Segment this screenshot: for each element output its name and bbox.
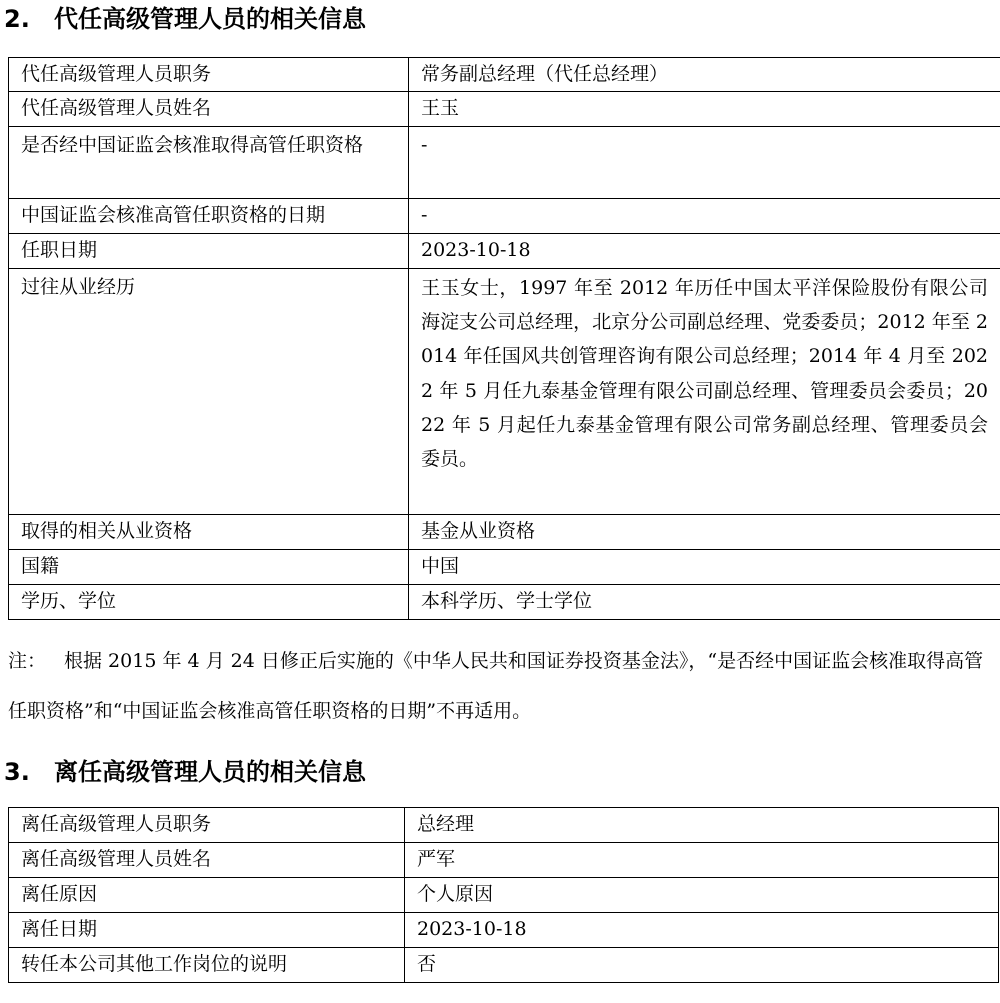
row-label: 中国证监会核准高管任职资格的日期 (9, 199, 409, 234)
table-row (9, 878, 999, 913)
table-row (9, 515, 1000, 550)
row-label: 转任本公司其他工作岗位的说明 (9, 948, 405, 983)
row-value: 中国 (409, 550, 1000, 585)
table-row (9, 234, 1000, 269)
row-value: 2023-10-18 (409, 234, 1000, 269)
section-3-title: 离任高级管理人员的相关信息 (54, 758, 366, 786)
section-3-heading (4, 757, 366, 787)
row-label: 离任原因 (9, 878, 405, 913)
row-value: 否 (405, 948, 999, 983)
row-label: 取得的相关从业资格 (9, 515, 409, 550)
row-value: 王玉 (409, 92, 1000, 127)
table-row (9, 808, 999, 843)
acting-manager-table (8, 57, 1000, 620)
table-row (9, 948, 999, 983)
row-label: 过往从业经历 (9, 269, 409, 515)
table-row (9, 585, 1000, 620)
row-value: 常务副总经理（代任总经理） (409, 58, 1000, 92)
row-label: 国籍 (9, 550, 409, 585)
row-value: 本科学历、学士学位 (409, 585, 1000, 620)
table-row (9, 58, 1000, 92)
row-value: - (409, 127, 1000, 199)
departing-manager-table (8, 807, 999, 983)
row-value: 王玉女士，1997 年至 2012 年历任中国太平洋保险股份有限公司海淀支公司总经理，北京分公司副总经理、党委委员；2012 年至 2014 年任国风共创管理咨询有限公司总经理；2014 年 4 月至 2022 年 5 月任九泰基金管理有限公司副总经理、管理委员会委员；2022 年 5 月起任九泰基金管理有限公司常务副总经理、管理委员会委员。 (409, 269, 1000, 515)
row-value: 2023-10-18 (405, 913, 999, 948)
row-label: 任职日期 (9, 234, 409, 269)
table-row (9, 550, 1000, 585)
row-label: 学历、学位 (9, 585, 409, 620)
row-label: 离任高级管理人员姓名 (9, 843, 405, 878)
table-row (9, 843, 999, 878)
row-label: 是否经中国证监会核准取得高管任职资格 (9, 127, 409, 199)
section-3-number: 3. (4, 758, 30, 786)
note-text: 根据 2015 年 4 月 24 日修正后实施的《中华人民共和国证券投资基金法》，“是否经中国证监会核准取得高管任职资格”和“中国证监会核准高管任职资格的日期”不再适用。 (8, 650, 984, 722)
table-row (9, 269, 1000, 515)
row-value: 总经理 (405, 808, 999, 843)
table-row (9, 913, 999, 948)
row-label: 离任高级管理人员职务 (9, 808, 405, 843)
row-label: 代任高级管理人员姓名 (9, 92, 409, 127)
row-value: 个人原因 (405, 878, 999, 913)
table-row (9, 127, 1000, 199)
table-row (9, 199, 1000, 234)
section-2-title: 代任高级管理人员的相关信息 (54, 5, 366, 33)
row-value: - (409, 199, 1000, 234)
section-2-heading (4, 4, 366, 34)
row-label: 离任日期 (9, 913, 405, 948)
applicability-note (8, 636, 998, 736)
note-prefix: 注： (8, 650, 47, 672)
row-value: 严军 (405, 843, 999, 878)
table-row (9, 92, 1000, 127)
row-label: 代任高级管理人员职务 (9, 58, 409, 92)
section-2-number: 2. (4, 5, 30, 33)
row-value: 基金从业资格 (409, 515, 1000, 550)
